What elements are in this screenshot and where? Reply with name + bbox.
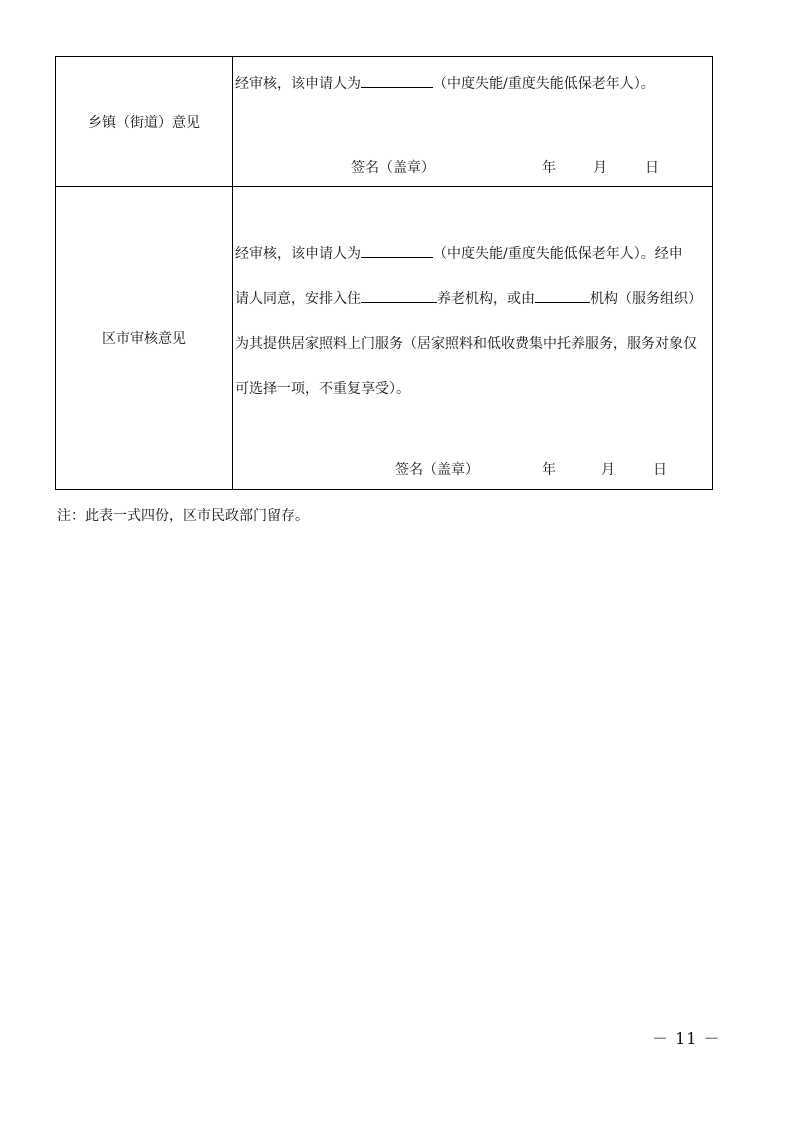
township-review-prefix: 经审核，该申请人为 — [235, 76, 361, 92]
township-review-suffix: （中度失能/重度失能低保老年人）。 — [433, 76, 655, 92]
district-review-prefix: 经审核，该申请人为 — [235, 246, 361, 262]
district-category-blank[interactable] — [361, 243, 433, 258]
district-review-line-1 — [235, 243, 683, 263]
page-number: － 11 － — [652, 1029, 721, 1048]
township-review-line — [235, 73, 655, 93]
district-review-line-4: 可选择一项，不重复享受）。 — [235, 381, 410, 397]
district-opinion-label-cell — [56, 187, 233, 489]
approval-form-table — [55, 56, 713, 490]
township-signature-label: 签名（盖章） — [351, 160, 435, 176]
district-signature-label: 签名（盖章） — [395, 462, 479, 478]
township-opinion-label: 乡镇（街道）意见 — [88, 114, 200, 131]
township-opinion-label-cell — [56, 57, 233, 186]
form-footnote: 注：此表一式四份，区市民政部门留存。 — [57, 508, 309, 524]
township-opinion-content — [233, 57, 712, 186]
district-opinion-label: 区市审核意见 — [102, 331, 186, 347]
district-review-suffix: （中度失能/重度失能低保老年人）。经申 — [433, 246, 683, 262]
township-day-label: 日 — [645, 160, 659, 176]
district-day-label: 日 — [653, 462, 667, 478]
township-category-blank[interactable] — [361, 73, 433, 88]
district-month-label: 月 — [601, 462, 615, 478]
service-organization-blank[interactable] — [535, 288, 590, 303]
care-institution-blank[interactable] — [361, 288, 437, 303]
district-placement-suffix: 机构（服务组织） — [590, 291, 702, 307]
district-review-line-3: 为其提供居家照料上门服务（居家照料和低收费集中托养服务，服务对象仅 — [235, 336, 697, 352]
township-month-label: 月 — [593, 160, 607, 176]
district-year-label: 年 — [542, 462, 556, 478]
district-review-line-2 — [235, 288, 702, 308]
township-year-label: 年 — [542, 160, 556, 176]
district-opinion-content — [233, 187, 712, 489]
district-placement-middle: 养老机构，或由 — [437, 291, 535, 307]
township-opinion-row — [56, 57, 712, 187]
district-opinion-row — [56, 187, 712, 489]
district-placement-prefix: 请人同意，安排入住 — [235, 291, 361, 307]
